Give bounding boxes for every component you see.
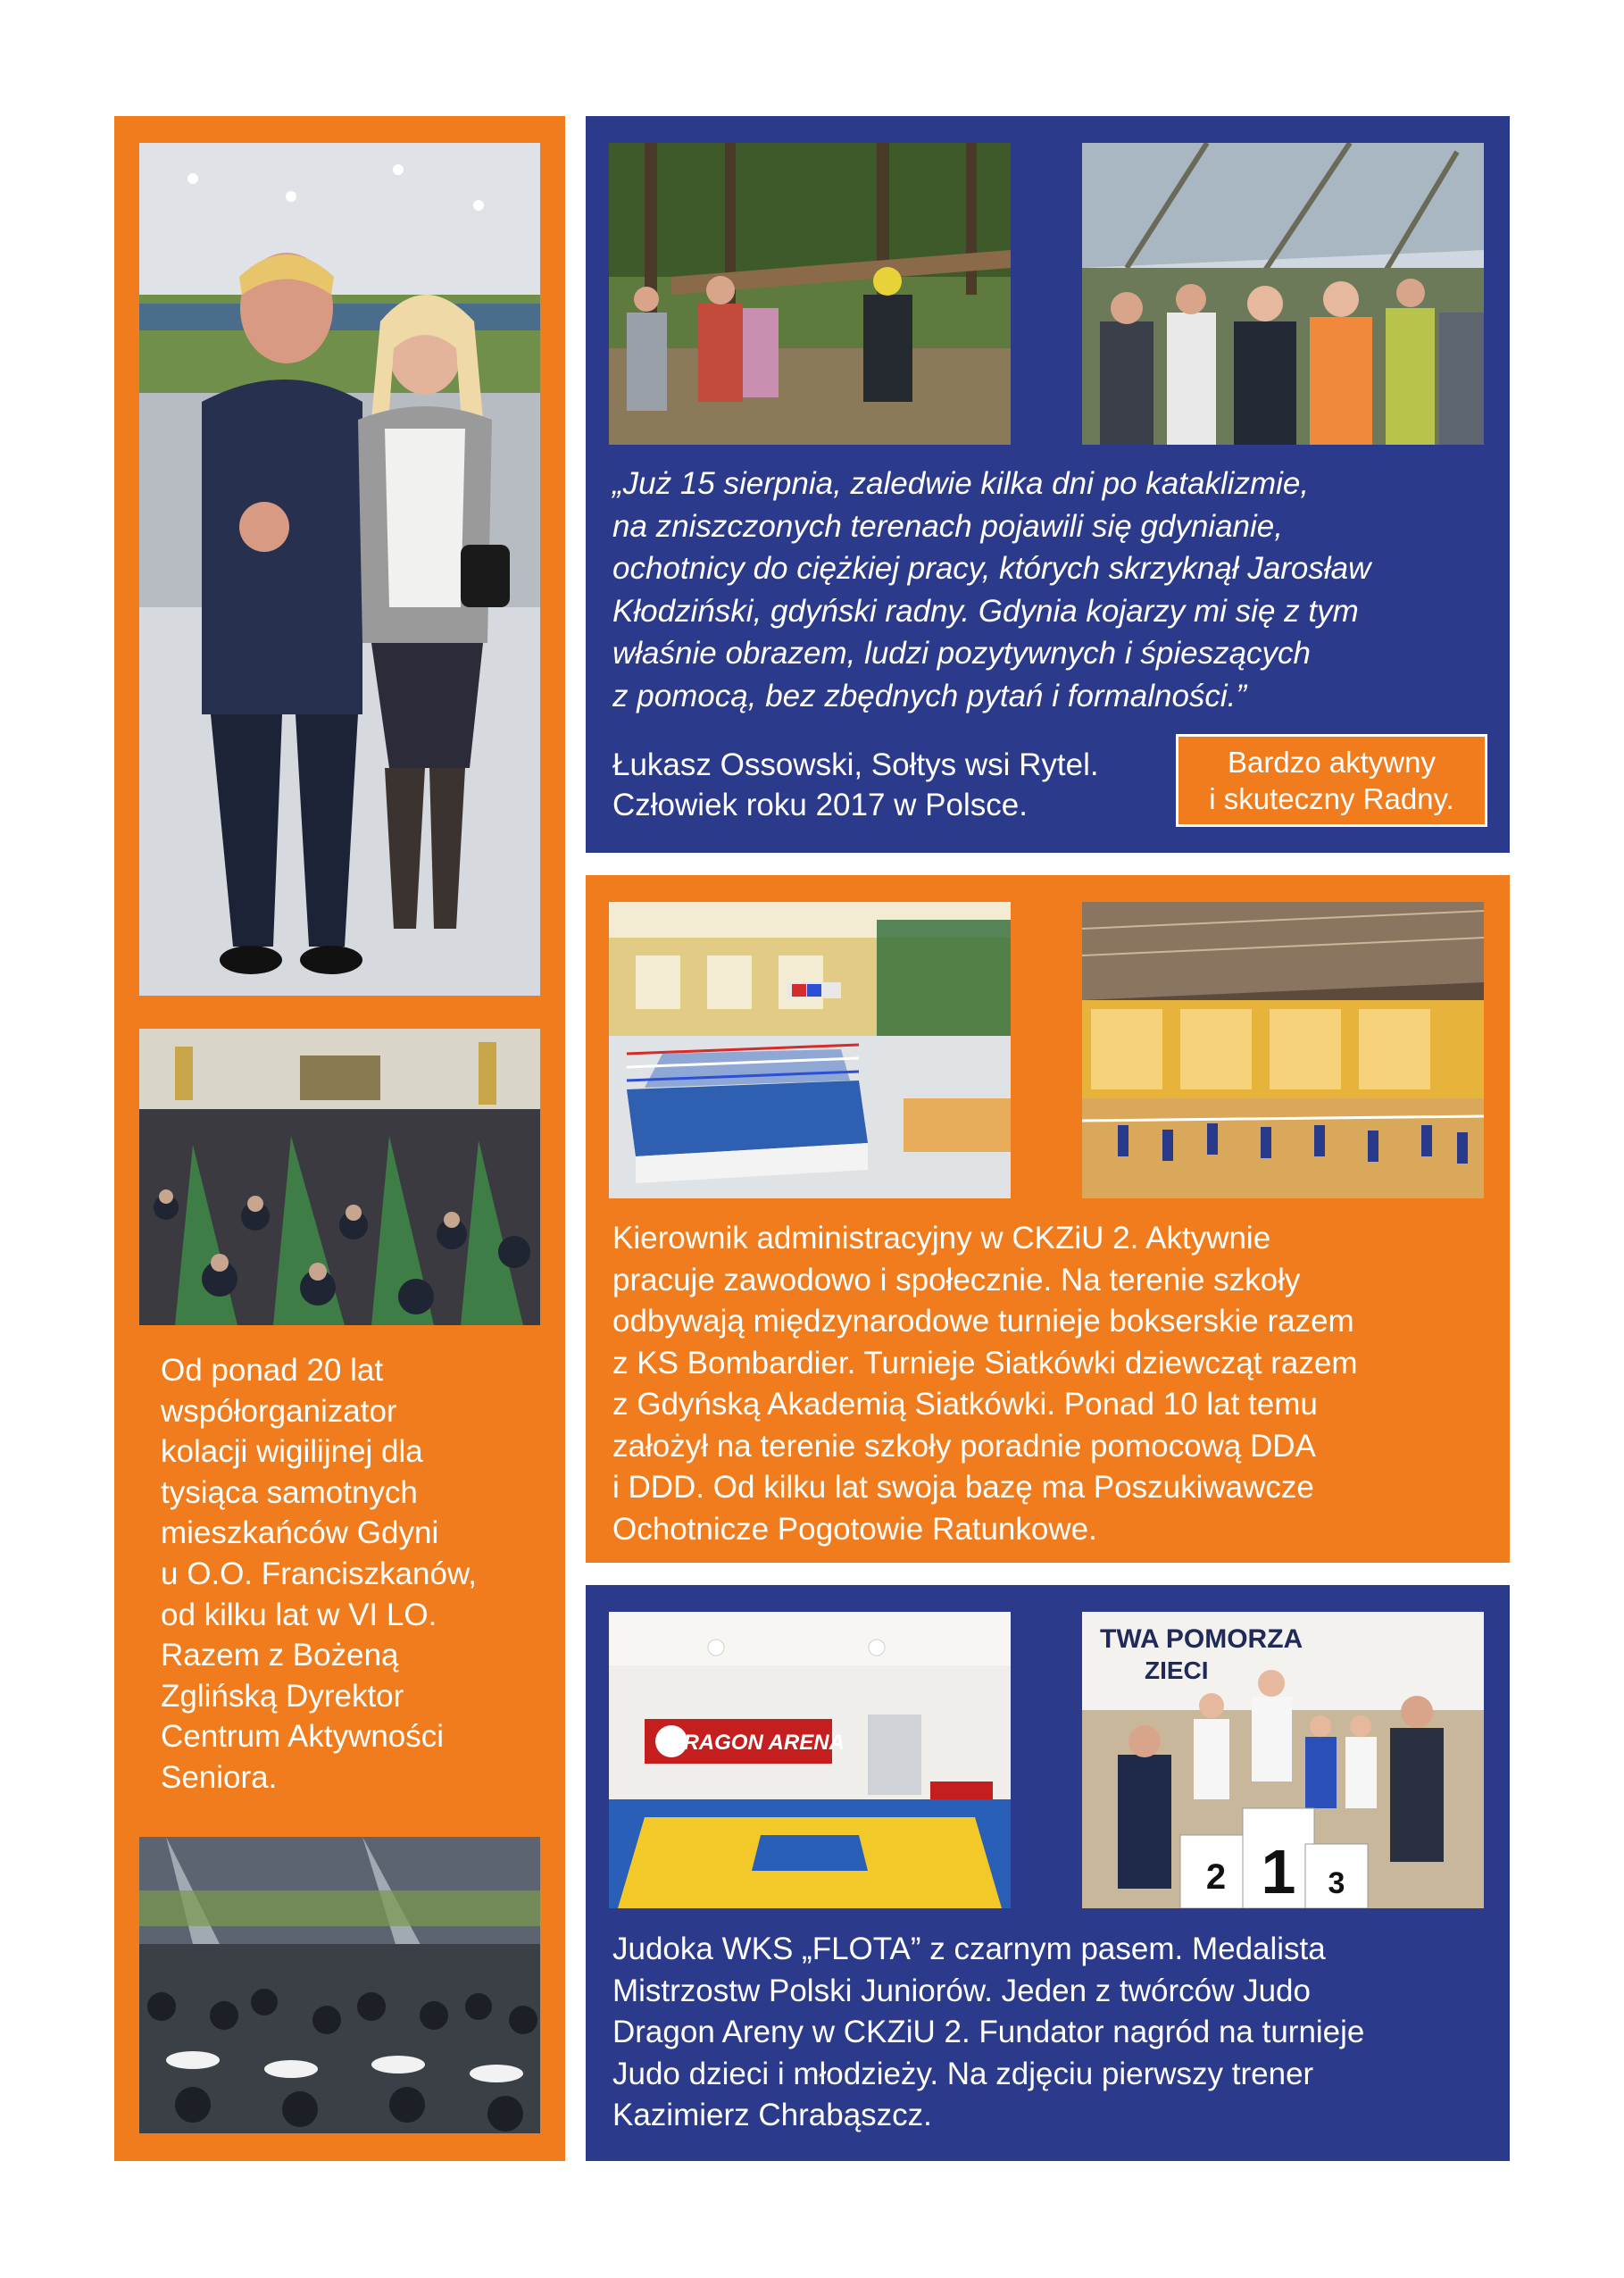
podium-sign-text-2: ZIECI: [1145, 1656, 1209, 1684]
badge-line: Bardzo aktywny: [1228, 746, 1436, 779]
wigilia-description: [161, 1350, 477, 1798]
wigilia-line: Od ponad 20 lat: [161, 1353, 384, 1388]
judo-line: Mistrzostw Polski Juniorów. Jeden z twórców Judo: [612, 1973, 1311, 2008]
ckziu-line: i DDD. Od kilku lat swoja bazę ma Poszukiwawcze: [612, 1470, 1314, 1505]
ckziu-line: z Gdyńską Akademią Siatkówki. Ponad 10 lat temu: [612, 1387, 1318, 1422]
ckziu-line: Ochotnicze Pogotowie Ratunkowe.: [612, 1511, 1097, 1547]
ckziu-line: odbywają międzynarodowe turnieje bokserskie razem: [612, 1304, 1354, 1339]
wigilia-line: Zglińską Dyrektor: [161, 1678, 404, 1714]
judo-line: Kazimierz Chrabąszcz.: [612, 2098, 932, 2132]
quote-line: Kłodziński, gdyński radny. Gdynia kojarzy mi się z tym: [612, 593, 1359, 629]
ckziu-line: założył na terenie szkoły poradnie pomocową DDA: [612, 1428, 1316, 1464]
podium-place-1: 1: [1261, 1837, 1296, 1907]
badge-line: i skuteczny Radny.: [1209, 782, 1454, 815]
rytel-quote: [612, 463, 1370, 717]
rytel-panel: [586, 116, 1510, 853]
active-councillor-badge: [1176, 734, 1487, 827]
judo-description: [612, 1929, 1364, 2137]
wigilia-line: mieszkańców Gdyni: [161, 1515, 439, 1551]
quote-line: „Już 15 sierpnia, zaledwie kilka dni po kataklizmie,: [612, 466, 1310, 501]
ckziu-line: z KS Bombardier. Turnieje Siatkówki dziewcząt razem: [612, 1345, 1358, 1381]
judo-panel: [586, 1585, 1510, 2161]
photo-christmas-dinner-hall: [139, 1837, 540, 2133]
photo-christmas-dinner-church: [139, 1029, 540, 1325]
wigilia-line: Razem z Bożeną: [161, 1638, 399, 1673]
wigilia-line: tysiąca samotnych: [161, 1474, 418, 1510]
wigilia-line: kolacji wigilijnej dla: [161, 1434, 423, 1470]
wigilia-line: współorganizator: [161, 1393, 397, 1429]
photo-couple-portrait: [139, 143, 540, 996]
photo-judo-podium: [1082, 1612, 1484, 1908]
left-orange-panel: [114, 116, 565, 2161]
dragon-arena-banner: DRAGON ARENA: [668, 1731, 845, 1755]
photo-boxing-ring-hall: [609, 902, 1011, 1198]
photo-forest-volunteers-group: [1082, 143, 1484, 445]
photo-forest-volunteers-logs: [609, 143, 1011, 445]
photo-volleyball-hall: [1082, 902, 1484, 1198]
author-line: Człowiek roku 2017 w Polsce.: [612, 788, 1028, 822]
quote-line: z pomocą, bez zbędnych pytań i formalności.”: [612, 678, 1247, 713]
wigilia-line: od kilku lat w VI LO.: [161, 1597, 437, 1632]
judo-line: Judo dzieci i młodzieży. Na zdjęciu pierwszy trener: [612, 2056, 1314, 2091]
ckziu-panel: [586, 875, 1510, 1563]
quote-line: właśnie obrazem, ludzi pozytywnych i śpieszących: [612, 636, 1311, 671]
judo-line: Dragon Areny w CKZiU 2. Fundator nagród na turnieje: [612, 2015, 1365, 2049]
wigilia-line: Centrum Aktywności: [161, 1719, 445, 1755]
podium-place-2: 2: [1205, 1857, 1227, 1897]
podium-sign-text: TWA POMORZA: [1100, 1624, 1303, 1654]
ckziu-line: Kierownik administracyjny w CKZiU 2. Aktywnie: [612, 1221, 1271, 1256]
ckziu-description: [612, 1218, 1358, 1550]
author-line: Łukasz Ossowski, Sołtys wsi Rytel.: [612, 747, 1099, 782]
ckziu-line: pracuje zawodowo i społecznie. Na terenie szkoły: [612, 1262, 1301, 1298]
quote-author: [612, 745, 1099, 825]
quote-line: na zniszczonych terenach pojawili się gdynianie,: [612, 508, 1283, 544]
wigilia-line: Seniora.: [161, 1759, 278, 1795]
wigilia-line: u O.O. Franciszkanów,: [161, 1556, 478, 1591]
quote-line: ochotnicy do ciężkiej pracy, których skrzyknął Jarosław: [612, 551, 1371, 586]
judo-line: Judoka WKS „FLOTA” z czarnym pasem. Medalista: [612, 1932, 1326, 1966]
podium-place-3: 3: [1328, 1866, 1345, 1900]
photo-dragon-arena-dojo: [609, 1612, 1011, 1908]
